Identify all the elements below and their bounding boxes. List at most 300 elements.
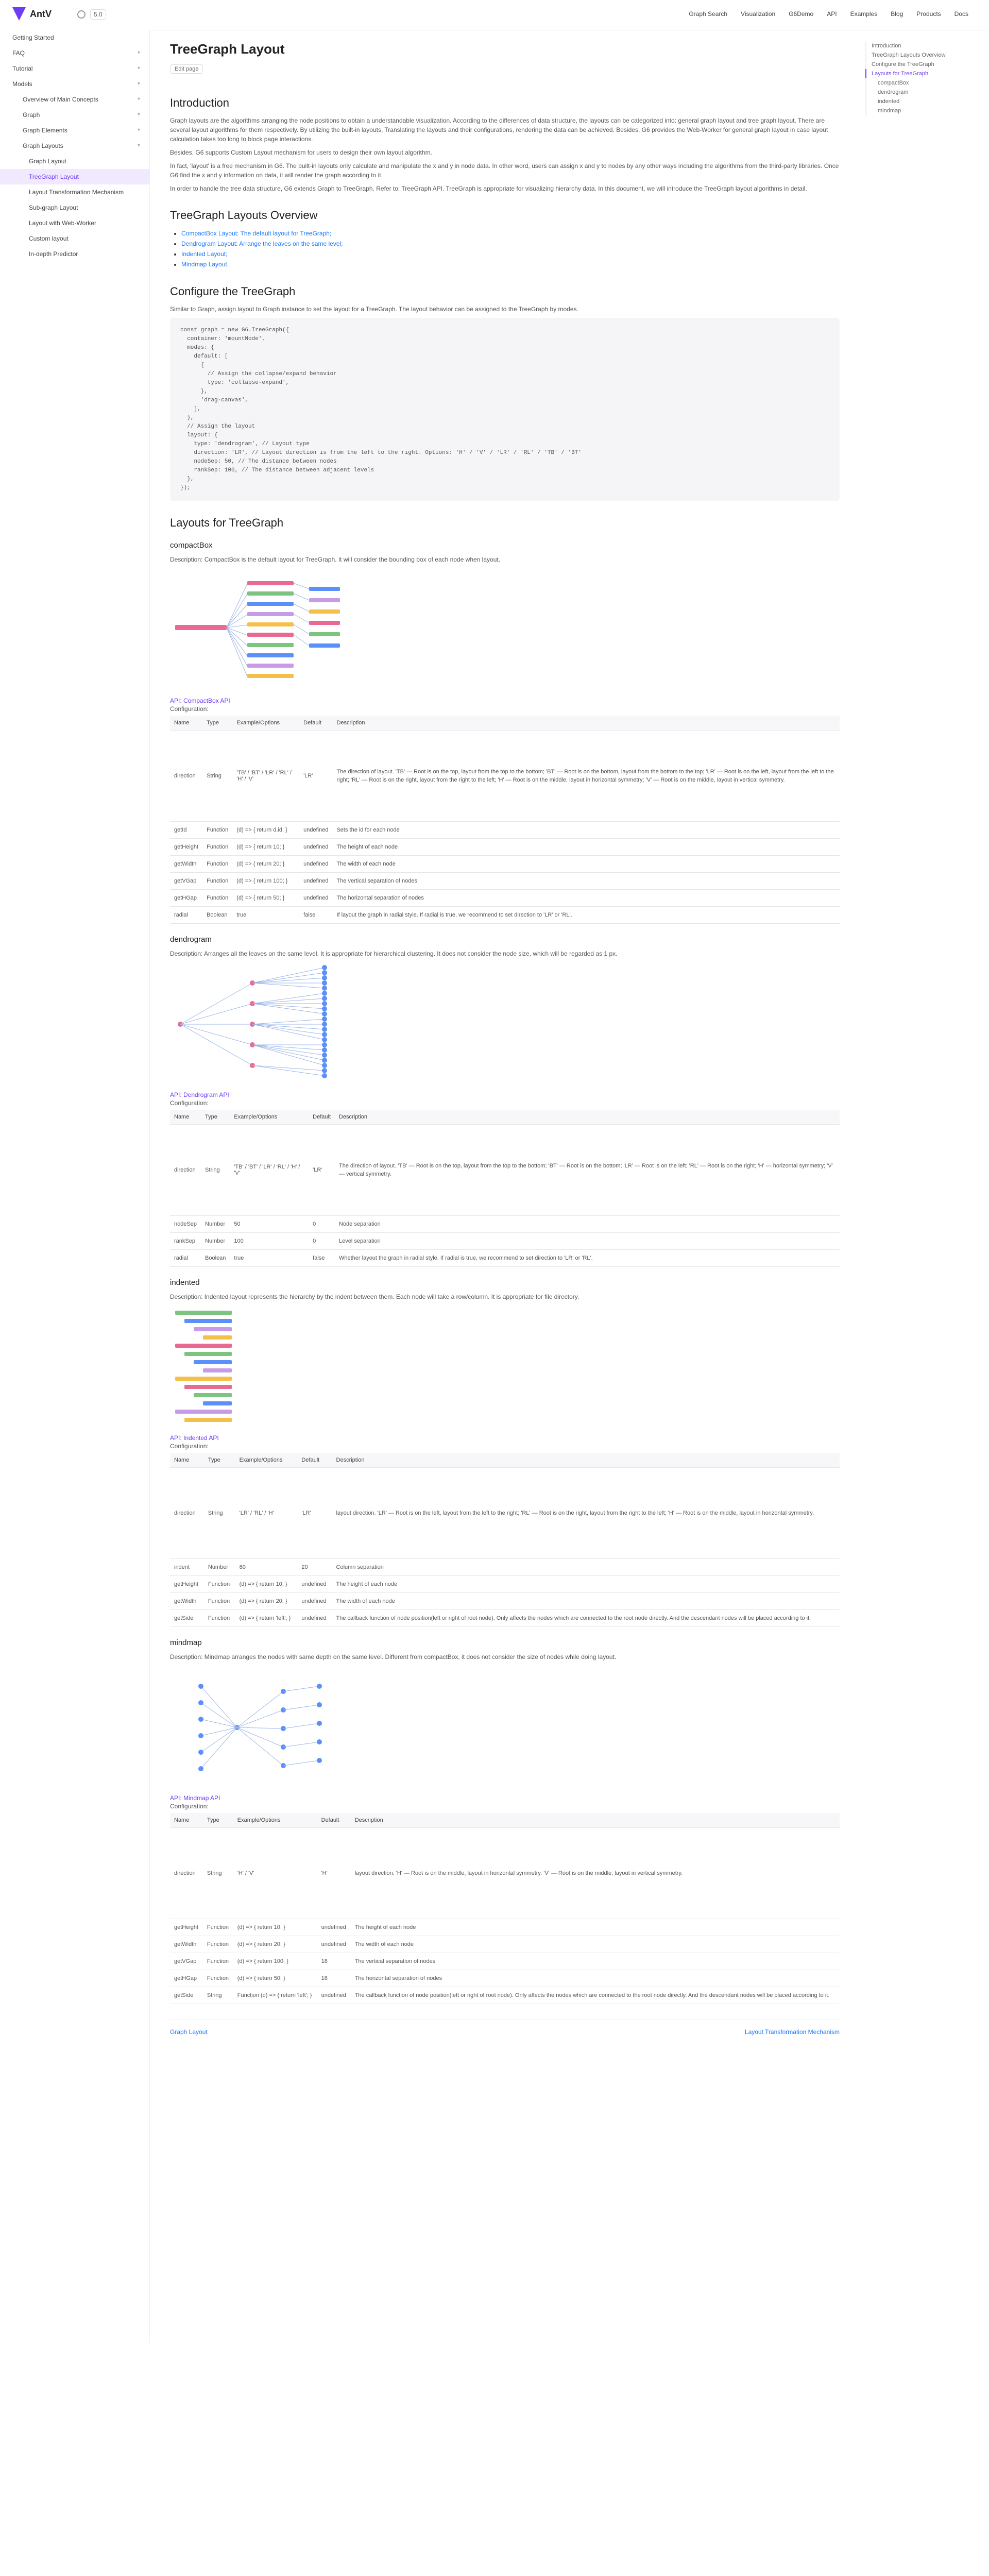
table-cell-type: String xyxy=(201,1125,230,1216)
tree-node xyxy=(322,1058,327,1063)
section-description: Description: Arranges all the leaves on the same level. It is appropriate for hierarchical clustering. It does not consider the node size, which will be regarded as 1 px. xyxy=(170,950,618,957)
table-header-cell: Default xyxy=(317,1813,351,1828)
table-row xyxy=(170,731,840,822)
table-row xyxy=(170,1468,840,1559)
tree-edge xyxy=(227,594,247,628)
tree-edge xyxy=(294,624,309,634)
config-table xyxy=(170,1453,840,1627)
section-description: Description: Mindmap arranges the nodes with same depth on the same level. Different from compactBox, it does not consider the size of nodes while doing layout. xyxy=(170,1653,617,1660)
table-cell-type: Function xyxy=(203,1953,233,1970)
chevron-down-icon: ▾ xyxy=(137,81,140,87)
table-cell-name: radial xyxy=(170,1250,201,1267)
tree-node xyxy=(322,1042,327,1047)
prev-page-link[interactable]: Graph Layout xyxy=(170,2028,208,2036)
table-cell-desc: The horizontal separation of nodes xyxy=(351,1970,840,1987)
tree-edge xyxy=(201,1703,237,1727)
tree-edge xyxy=(283,1705,319,1710)
page-title: TreeGraph Layout xyxy=(170,41,285,57)
table-cell-example: (d) => { return 20; } xyxy=(233,1936,317,1953)
tree-node xyxy=(317,1758,322,1763)
tree-edge xyxy=(180,1024,252,1045)
sidebar-item[interactable] xyxy=(0,92,149,107)
table-cell-type: Function xyxy=(204,1593,235,1610)
table-cell-default: 0 xyxy=(309,1233,335,1250)
sidebar-item[interactable] xyxy=(0,169,149,184)
table-header-cell: Name xyxy=(170,1453,204,1468)
intro-paragraph: In fact, 'layout' is a free mechanism in G6. The built-in layouts only calculate and manipulate the x and y in node data. In other word, users can assign x and y to nodes by any other ways including the algorithms from the third-party libraries. Once G6 find the x and y information on data, it will render the graph according to it. xyxy=(170,162,839,179)
table-row xyxy=(170,1987,840,2004)
tree-node xyxy=(322,1073,327,1078)
tree-node xyxy=(184,1385,232,1389)
table-cell-example: (d) => { return 50; } xyxy=(232,890,299,907)
config-table xyxy=(170,1813,840,2004)
section-description: Description: Indented layout represents the hierarchy by the indent between them. Each node will take a row/column. It is appropriate for file directory. xyxy=(170,1293,579,1300)
table-cell-type: Function xyxy=(202,873,232,890)
table-cell-name: indent xyxy=(170,1559,204,1576)
table-header-cell: Default xyxy=(297,1453,332,1468)
tree-node xyxy=(309,632,340,636)
sidebar-item[interactable] xyxy=(0,45,149,61)
tree-node xyxy=(184,1352,232,1356)
search-icon[interactable] xyxy=(77,10,86,19)
table-header-row xyxy=(170,716,840,731)
sidebar-item[interactable] xyxy=(0,107,149,123)
table-cell-example: 'H' / 'V' xyxy=(233,1828,317,1919)
table-cell-default: 'LR' xyxy=(299,731,332,822)
sidebar-item-label: Layout with Web-Worker xyxy=(29,219,96,227)
overview-list xyxy=(170,228,840,269)
table-cell-example: 80 xyxy=(235,1559,298,1576)
api-link[interactable]: API: CompactBox API xyxy=(170,697,230,704)
table-of-contents xyxy=(865,41,979,115)
tree-node xyxy=(309,621,340,625)
table-cell-desc: The width of each node xyxy=(332,1593,840,1610)
table-cell-default: 18 xyxy=(317,1953,351,1970)
overview-link[interactable] xyxy=(181,228,840,239)
configure-paragraph: Similar to Graph, assign layout to Graph instance to set the layout for a TreeGraph. The layout behavior can be assigned to the TreeGraph by modes. xyxy=(170,306,578,313)
table-cell-example: (d) => { return 20; } xyxy=(232,856,299,873)
tree-node xyxy=(317,1702,322,1707)
table-cell-default: 'LR' xyxy=(309,1125,335,1216)
table-row xyxy=(170,1576,840,1593)
table-cell-name: getWidth xyxy=(170,856,202,873)
table-cell-example: 100 xyxy=(230,1233,309,1250)
table-cell-type: Number xyxy=(201,1216,230,1233)
table-row xyxy=(170,839,840,856)
toc-item[interactable]: Layouts for TreeGraph xyxy=(865,69,979,78)
config-table xyxy=(170,716,840,924)
table-cell-type: Function xyxy=(202,890,232,907)
tree-node xyxy=(198,1717,203,1722)
tree-edge xyxy=(201,1719,237,1727)
toc-item[interactable]: Configure the TreeGraph xyxy=(865,60,979,69)
sidebar-item-label: Custom layout xyxy=(29,235,69,242)
table-row xyxy=(170,1216,840,1233)
tree-demo-graphic xyxy=(170,962,376,1086)
sidebar-item-label: Overview of Main Concepts xyxy=(23,96,98,103)
toc-item[interactable]: dendrogram xyxy=(865,88,979,97)
brand-name: AntV xyxy=(30,8,52,19)
layout-demo-image xyxy=(170,962,840,1086)
sidebar-item[interactable] xyxy=(0,138,149,154)
table-cell-name: direction xyxy=(170,1125,201,1216)
sidebar-item-label: Graph Elements xyxy=(23,127,67,134)
tree-node xyxy=(203,1335,232,1340)
configuration-label: Configuration: xyxy=(170,1803,209,1810)
table-cell-example: true xyxy=(230,1250,309,1267)
section-heading: dendrogram xyxy=(170,935,212,944)
tree-node xyxy=(175,1377,232,1381)
sidebar-item[interactable] xyxy=(0,231,149,246)
table-header-cell: Default xyxy=(299,716,332,731)
tree-node xyxy=(317,1684,322,1689)
tree-edge xyxy=(237,1710,283,1727)
tree-node xyxy=(247,633,294,637)
section-description: Description: CompactBox is the default layout for TreeGraph. It will consider the bounding box of each node when layout. xyxy=(170,556,501,563)
tree-edge xyxy=(294,614,309,623)
table-cell-desc: The callback function of node position(left or right of root node). Only affects the nodes which are connected to the root node directly. And the descendant nodes will be placed according to it. xyxy=(332,1610,840,1627)
tree-edge xyxy=(180,1024,252,1065)
table-cell-desc: The height of each node xyxy=(332,1576,840,1593)
table-cell-example: (d) => { return 50; } xyxy=(233,1970,317,1987)
configure-heading: Configure the TreeGraph xyxy=(170,285,296,298)
sidebar-item-label: TreeGraph Layout xyxy=(29,173,79,180)
tree-edge xyxy=(252,1065,325,1076)
table-cell-name: radial xyxy=(170,907,202,924)
table-row xyxy=(170,907,840,924)
table-row xyxy=(170,1953,840,1970)
sidebar-item[interactable] xyxy=(0,154,149,169)
table-row xyxy=(170,890,840,907)
table-header-cell: Example/Options xyxy=(232,716,299,731)
tree-edge xyxy=(294,583,309,589)
tree-node xyxy=(194,1327,232,1331)
table-cell-desc: Sets the id for each node xyxy=(332,822,840,839)
table-cell-default: undefined xyxy=(299,839,332,856)
table-cell-default: undefined xyxy=(299,822,332,839)
table-cell-desc: The height of each node xyxy=(351,1919,840,1936)
overview-link-text[interactable]: Indented Layout; xyxy=(181,250,228,258)
table-cell-default: undefined xyxy=(317,1987,351,2004)
table-cell-desc: Column separation xyxy=(332,1559,840,1576)
top-navbar xyxy=(0,0,989,30)
table-cell-example: (d) => { return 100; } xyxy=(232,873,299,890)
layouts-heading: Layouts for TreeGraph xyxy=(170,516,284,529)
tree-edge xyxy=(294,594,309,600)
tree-edge xyxy=(252,1065,325,1071)
tree-node xyxy=(194,1393,232,1397)
table-cell-name: getSide xyxy=(170,1987,203,2004)
table-header-cell: Description xyxy=(332,1453,840,1468)
table-cell-name: getHGap xyxy=(170,890,202,907)
table-cell-default: undefined xyxy=(317,1919,351,1936)
table-cell-type: String xyxy=(202,731,232,822)
table-cell-example: (d) => { return 10; } xyxy=(233,1919,317,1936)
table-cell-example: (d) => { return 10; } xyxy=(235,1576,298,1593)
tree-node xyxy=(322,1063,327,1068)
intro-paragraph: Graph layouts are the algorithms arranging the node positions to obtain a understandable visualization. According to the differences of data structure, the layouts can be categorized into: general graph layout and tree graph layout. There are several layout algorithms for them respectively. By utilizing the built-in layouts, Translating the layouts and their configurations, rendering the data can be achieved. Besides, G6 provides the Web-Worker for general graph layout in case layout calculation takes too long to block page interactions. xyxy=(170,117,828,143)
table-cell-example: (d) => { return 'left'; } xyxy=(235,1610,298,1627)
table-row xyxy=(170,1559,840,1576)
intro-paragraph: In order to handle the tree data structure, G6 extends Graph to TreeGraph. Refer to: TreeGraph API. TreeGraph is appropriate for visualizing hierarchy data. In this document, we will introduce the TreeGraph layout algorithms in detail. xyxy=(170,185,807,192)
table-cell-desc: The width of each node xyxy=(332,856,840,873)
table-cell-type: Boolean xyxy=(201,1250,230,1267)
tree-node xyxy=(247,622,294,626)
table-cell-type: String xyxy=(204,1468,235,1559)
table-cell-desc: layout direction. 'LR' — Root is on the left, layout from the left to the right; 'RL' — Root is on the right, layout from the right to the left; 'H' — Root is on the middle, layout in horizontal symmetry. xyxy=(332,1468,840,1559)
table-cell-example: 'LR' / 'RL' / 'H' xyxy=(235,1468,298,1559)
edit-page-badge[interactable]: Edit page xyxy=(170,64,203,74)
table-cell-name: rankSep xyxy=(170,1233,201,1250)
tree-edge xyxy=(294,604,309,612)
tree-node xyxy=(247,581,294,585)
table-cell-default: undefined xyxy=(299,873,332,890)
table-header-row xyxy=(170,1453,840,1468)
tree-node xyxy=(322,1001,327,1006)
table-cell-desc: If layout the graph in radial style. If radial is true, we recommend to set direction to 'LR' or 'RL'. xyxy=(332,907,840,924)
introduction-heading: Introduction xyxy=(170,96,229,109)
sidebar-item-label: Graph Layout xyxy=(29,158,66,165)
tree-demo-graphic xyxy=(170,568,376,692)
tree-node xyxy=(247,664,294,668)
configuration-label: Configuration: xyxy=(170,1099,209,1107)
table-cell-example: 'TB' / 'BT' / 'LR' / 'RL' / 'H' / 'V' xyxy=(232,731,299,822)
toc-item[interactable]: mindmap xyxy=(865,106,979,115)
api-link[interactable]: API: Indented API xyxy=(170,1434,219,1442)
tree-edge xyxy=(252,1004,325,1009)
table-cell-default: 0 xyxy=(309,1216,335,1233)
tree-node xyxy=(194,1360,232,1364)
table-cell-desc: The callback function of node position(left or right of root node). Only affects the nodes which are connected to the root node directly. And the descendant nodes will be placed according to it. xyxy=(351,1987,840,2004)
table-header-cell: Type xyxy=(204,1453,235,1468)
tree-node xyxy=(247,591,294,596)
nav-item[interactable]: G6Demo xyxy=(789,10,814,18)
sidebar-item-label: Tutorial xyxy=(12,65,33,72)
table-cell-desc: Node separation xyxy=(335,1216,840,1233)
sidebar-item-label: Layout Transformation Mechanism xyxy=(29,189,124,196)
tree-edge xyxy=(252,1045,325,1065)
overview-link[interactable] xyxy=(181,239,840,249)
tree-node xyxy=(322,975,327,980)
toc-item[interactable]: compactBox xyxy=(865,78,979,88)
tree-node xyxy=(317,1739,322,1744)
tree-node xyxy=(322,1053,327,1058)
tree-edge xyxy=(252,1019,325,1024)
next-page-link[interactable]: Layout Transformation Mechanism xyxy=(744,2028,840,2036)
tree-node xyxy=(203,1368,232,1372)
tree-node xyxy=(322,1032,327,1037)
sidebar-item[interactable] xyxy=(0,246,149,262)
sidebar-item-label: Models xyxy=(12,80,32,88)
top-nav xyxy=(689,10,968,18)
tree-node xyxy=(322,996,327,1001)
configuration-label: Configuration: xyxy=(170,705,209,713)
chevron-down-icon: ▾ xyxy=(137,127,140,133)
table-cell-type: Function xyxy=(202,822,232,839)
table-row xyxy=(170,1828,840,1919)
table-cell-example: (d) => { return 20; } xyxy=(235,1593,298,1610)
tree-node xyxy=(198,1684,203,1689)
table-cell-desc: The direction of layout. 'TB' — Root is on the top, layout from the top to the bottom; 'BT' — Root is on the bottom, layout from the bottom to the top; 'LR' — Root is on the left, layout from the left to the right; 'RL' — Root is on the right, layout from the right to the left; 'H' — Root is on the middle, layout in horizontal symmetry; 'V' — Root is on the middle, layout in vertical symmetry. xyxy=(332,731,840,822)
nav-item[interactable]: Visualization xyxy=(741,10,776,18)
sidebar-item[interactable] xyxy=(0,200,149,215)
table-cell-default: undefined xyxy=(299,856,332,873)
overview-link[interactable] xyxy=(181,249,840,259)
table-cell-example: (d) => { return 10; } xyxy=(232,839,299,856)
sidebar-item-label: FAQ xyxy=(12,49,25,57)
table-cell-name: getHeight xyxy=(170,1919,203,1936)
sidebar-item[interactable] xyxy=(0,184,149,200)
table-cell-name: getId xyxy=(170,822,202,839)
sidebar-item[interactable] xyxy=(0,30,149,45)
tree-edge xyxy=(294,635,309,646)
table-cell-type: Function xyxy=(203,1936,233,1953)
table-cell-type: Number xyxy=(204,1559,235,1576)
tree-demo-graphic xyxy=(170,1306,376,1429)
tree-edge xyxy=(283,1760,319,1766)
tree-edge xyxy=(227,628,247,646)
tree-node xyxy=(322,1037,327,1042)
nav-item[interactable]: Graph Search xyxy=(689,10,728,18)
table-cell-type: Number xyxy=(201,1233,230,1250)
table-cell-type: Function xyxy=(203,1970,233,1987)
tree-edge xyxy=(283,1723,319,1728)
table-header-cell: Description xyxy=(335,1110,840,1125)
table-cell-name: nodeSep xyxy=(170,1216,201,1233)
table-cell-name: getHeight xyxy=(170,1576,204,1593)
tree-node xyxy=(309,587,340,591)
tree-edge xyxy=(283,1686,319,1691)
config-table xyxy=(170,1110,840,1267)
sidebar-item[interactable] xyxy=(0,76,149,92)
sidebar-item-label: Graph Layouts xyxy=(23,142,63,149)
table-cell-example: 'TB' / 'BT' / 'LR' / 'RL' / 'H' / 'V' xyxy=(230,1125,309,1216)
nav-item[interactable]: Examples xyxy=(850,10,878,18)
table-cell-name: getHeight xyxy=(170,839,202,856)
brand-logo[interactable] xyxy=(12,7,52,21)
sidebar-item[interactable] xyxy=(0,123,149,138)
table-cell-default: 20 xyxy=(297,1559,332,1576)
table-row xyxy=(170,1936,840,1953)
tree-node xyxy=(247,643,294,647)
table-cell-type: Function xyxy=(202,839,232,856)
tree-edge xyxy=(252,983,325,988)
table-header-cell: Description xyxy=(351,1813,840,1828)
sidebar-item[interactable] xyxy=(0,61,149,76)
overview-link-text[interactable]: Mindmap Layout. xyxy=(181,261,229,268)
chevron-down-icon: ▾ xyxy=(137,112,140,117)
tree-edge xyxy=(252,1024,325,1035)
table-header-cell: Type xyxy=(201,1110,230,1125)
table-cell-default: undefined xyxy=(297,1593,332,1610)
chevron-down-icon: ▾ xyxy=(137,96,140,102)
tree-node xyxy=(322,1047,327,1053)
main-content xyxy=(170,41,840,2036)
table-cell-example: Function (d) => { return 'left'; } xyxy=(233,1987,317,2004)
tree-node xyxy=(247,612,294,616)
layout-demo-image xyxy=(170,1306,840,1429)
table-cell-name: getSide xyxy=(170,1610,204,1627)
tree-demo-graphic xyxy=(170,1666,376,1789)
tree-node xyxy=(322,991,327,996)
table-row xyxy=(170,1250,840,1267)
tree-node xyxy=(247,653,294,657)
api-link[interactable]: API: Dendrogram API xyxy=(170,1091,229,1098)
table-header-cell: Default xyxy=(309,1110,335,1125)
tree-node xyxy=(198,1733,203,1738)
tree-node xyxy=(317,1721,322,1726)
overview-link-text[interactable]: CompactBox Layout: The default layout for TreeGraph; xyxy=(181,230,332,237)
toc-item[interactable]: TreeGraph Layouts Overview xyxy=(865,50,979,60)
nav-item[interactable]: Docs xyxy=(954,10,968,18)
table-header-cell: Description xyxy=(332,716,840,731)
table-cell-type: Function xyxy=(202,856,232,873)
tree-edge xyxy=(201,1727,237,1769)
overview-link[interactable] xyxy=(181,259,840,269)
api-link[interactable]: API: Mindmap API xyxy=(170,1794,220,1802)
toc-item[interactable]: Introduction xyxy=(865,41,979,50)
layout-demo-image xyxy=(170,568,840,692)
version-select[interactable]: 5.0 xyxy=(90,9,106,20)
table-row xyxy=(170,1919,840,1936)
table-row xyxy=(170,1610,840,1627)
tree-node xyxy=(309,643,340,648)
nav-item[interactable]: Blog xyxy=(891,10,903,18)
table-row xyxy=(170,822,840,839)
table-cell-type: Function xyxy=(204,1576,235,1593)
tree-node xyxy=(184,1418,232,1422)
table-cell-example: (d) => { return 100; } xyxy=(233,1953,317,1970)
table-cell-default: undefined xyxy=(317,1936,351,1953)
table-cell-type: String xyxy=(203,1987,233,2004)
tree-node xyxy=(175,1410,232,1414)
tree-edge xyxy=(180,1004,252,1024)
tree-node xyxy=(322,980,327,986)
tree-node xyxy=(322,1022,327,1027)
tree-node xyxy=(184,1319,232,1323)
tree-edge xyxy=(237,1727,283,1747)
table-header-row xyxy=(170,1813,840,1828)
tree-node xyxy=(309,609,340,614)
table-cell-example: 50 xyxy=(230,1216,309,1233)
table-header-cell: Type xyxy=(202,716,232,731)
table-header-cell: Name xyxy=(170,716,202,731)
table-header-cell: Example/Options xyxy=(230,1110,309,1125)
table-header-row xyxy=(170,1110,840,1125)
table-cell-name: getVGap xyxy=(170,1953,203,1970)
toc-item[interactable]: indented xyxy=(865,97,979,106)
table-cell-default: false xyxy=(299,907,332,924)
overview-link-text[interactable]: Dendrogram Layout: Arrange the leaves on the same level; xyxy=(181,240,343,247)
tree-edge xyxy=(237,1727,283,1766)
sidebar-item-label: Sub-graph Layout xyxy=(29,204,78,211)
table-cell-desc: layout direction. 'H' — Root is on the middle, layout in horizontal symmetry. 'V' — Root is on the middle, layout in vertical symmetry. xyxy=(351,1828,840,1919)
intro-paragraph: Besides, G6 supports Custom Layout mechanism for users to design their own layout algorithm. xyxy=(170,149,432,156)
table-cell-desc: Whether layout the graph in radial style. If radial is true, we recommend to set direction to 'LR' or 'RL'. xyxy=(335,1250,840,1267)
tree-node xyxy=(322,970,327,975)
code-block: const graph = new G6.TreeGraph({ container: 'mountNode', modes: { default: [ { // Assign the collapse/expand behavior type: 'collapse-expand', }, 'drag-canvas', ], }, // Assign the layout layout: { type: 'dendrogram', // Layout type direction: 'LR', // Layout direction is from the left to the right. Options: 'H' / 'V' / 'LR' / 'RL' / 'TB' / 'BT' nodeSep: 50, // The distance between nodes rankSep: 100, // The distance between adjacent levels }, }); xyxy=(170,318,840,501)
table-cell-default: false xyxy=(309,1250,335,1267)
tree-node xyxy=(322,1006,327,1011)
sidebar-item-label: Getting Started xyxy=(12,34,54,41)
table-header-cell: Example/Options xyxy=(233,1813,317,1828)
table-cell-desc: The direction of layout. 'TB' — Root is on the top, layout from the top to the bottom; 'BT' — Root is on the bottom; 'LR' — Root is on the left; 'RL' — Root is on the right; 'H' — horizontal symmetry; 'V' — vertical symmetry. xyxy=(335,1125,840,1216)
sidebar-item[interactable] xyxy=(0,215,149,231)
tree-edge xyxy=(252,1004,325,1014)
nav-item[interactable]: Products xyxy=(916,10,941,18)
nav-item[interactable]: API xyxy=(827,10,837,18)
tree-node xyxy=(309,598,340,602)
